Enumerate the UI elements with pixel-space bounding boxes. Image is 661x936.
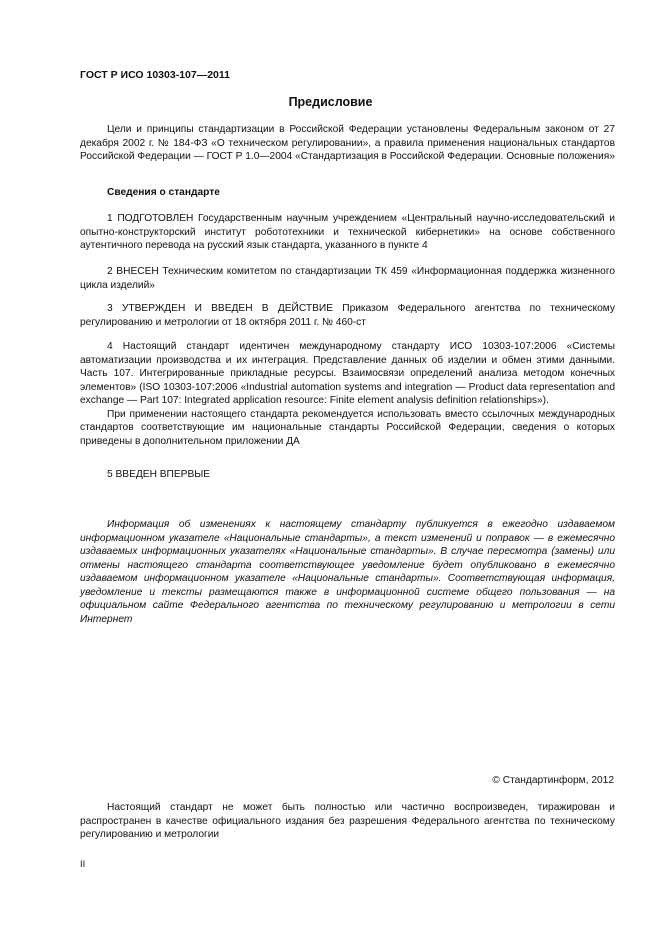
page-number: II [80, 859, 86, 870]
item-3 [80, 302, 615, 329]
notice-paragraph [80, 518, 615, 626]
item-1-text: 1 ПОДГОТОВЛЕН Государственным научным учреждением «Центральный научно-исследовательский и опытно-конструкторский институт робототехники и технической кибернетики» на основе собственного аутентичного перевода на русский язык стандарта, указанного в пункте 4 [80, 213, 615, 251]
item-3-text: 3 УТВЕРЖДЕН И ВВЕДЕН В ДЕЙСТВИЕ Приказом Федерального агентства по техническому регулированию и метрологии от 18 октября 2011 г. № 460-ст [80, 303, 615, 328]
item-2 [80, 265, 615, 292]
item-4-note-text: При применении настоящего стандарта рекомендуется использовать вместо ссылочных международных стандартов соответствующие им национальные стандарты Российской Федерации, сведения о которых приведены в дополнительном приложении ДА [80, 408, 615, 447]
section-subtitle: Сведения о стандарте [107, 187, 220, 198]
document-id-header: ГОСТ Р ИСО 10303-107—2011 [80, 69, 230, 81]
intro-text: Цели и принципы стандартизации в Российской Федерации установлены Федеральным законом от 27 декабря 2002 г. № 184-ФЗ «О техническом регулировании», а правила применения национальных стандартов Российской Федерации — ГОСТ Р 1.0—2004 «Стандартизация в Российской Федерации. Основные положения» [80, 124, 615, 162]
copyright: © Стандартинформ, 2012 [492, 775, 614, 786]
intro-paragraph [80, 123, 615, 164]
item-5 [80, 468, 615, 482]
rights-text: Настоящий стандарт не может быть полностью или частично воспроизведен, тиражирован и распространен в качестве официального издания без разрешения Федерального агентства по техническому регулированию и метрологии [80, 802, 615, 840]
rights-paragraph [80, 801, 615, 842]
item-4 [80, 340, 615, 448]
item-5-text: 5 ВВЕДЕН ВПЕРВЫЕ [107, 469, 211, 480]
page-title: Предисловие [288, 95, 373, 109]
notice-text: Информация об изменениях к настоящему стандарту публикуется в ежегодно издаваемом информационном указателе «Национальные стандарты», а текст изменений и поправок — в ежемесячно издаваемых информационных указателях «Национальные стандарты». В случае пересмотра (замены) или отмены настоящего стандарта соответствующее уведомление будет опубликовано в ежемесячно издаваемом информационном указателе «Национальные стандарты». Соответствующая информация, уведомление и тексты размещаются также в информационной системе общего пользования — на официальном сайте Федерального агентства по техническому регулированию и метрологии в сети Интернет [80, 519, 615, 625]
item-4-text: 4 Настоящий стандарт идентичен международному стандарту ИСО 10303-107:2006 «Системы автоматизации производства и их интеграция. Представление данных об изделии и обмен этими данными. Часть 107. Интегрированные прикладные ресурсы. Взаимосвязи определений анализа методом конечных элементов» (ISO 10303-107:2006 «Industrial automation systems and integration — Product data representation and exchange — Part 107: Integrated application resource: Finite element analysis definition relationships»). [80, 341, 615, 406]
item-1 [80, 212, 615, 253]
item-2-text: 2 ВНЕСЕН Техническим комитетом по стандартизации ТК 459 «Информационная поддержка жизненного цикла изделий» [80, 266, 615, 291]
